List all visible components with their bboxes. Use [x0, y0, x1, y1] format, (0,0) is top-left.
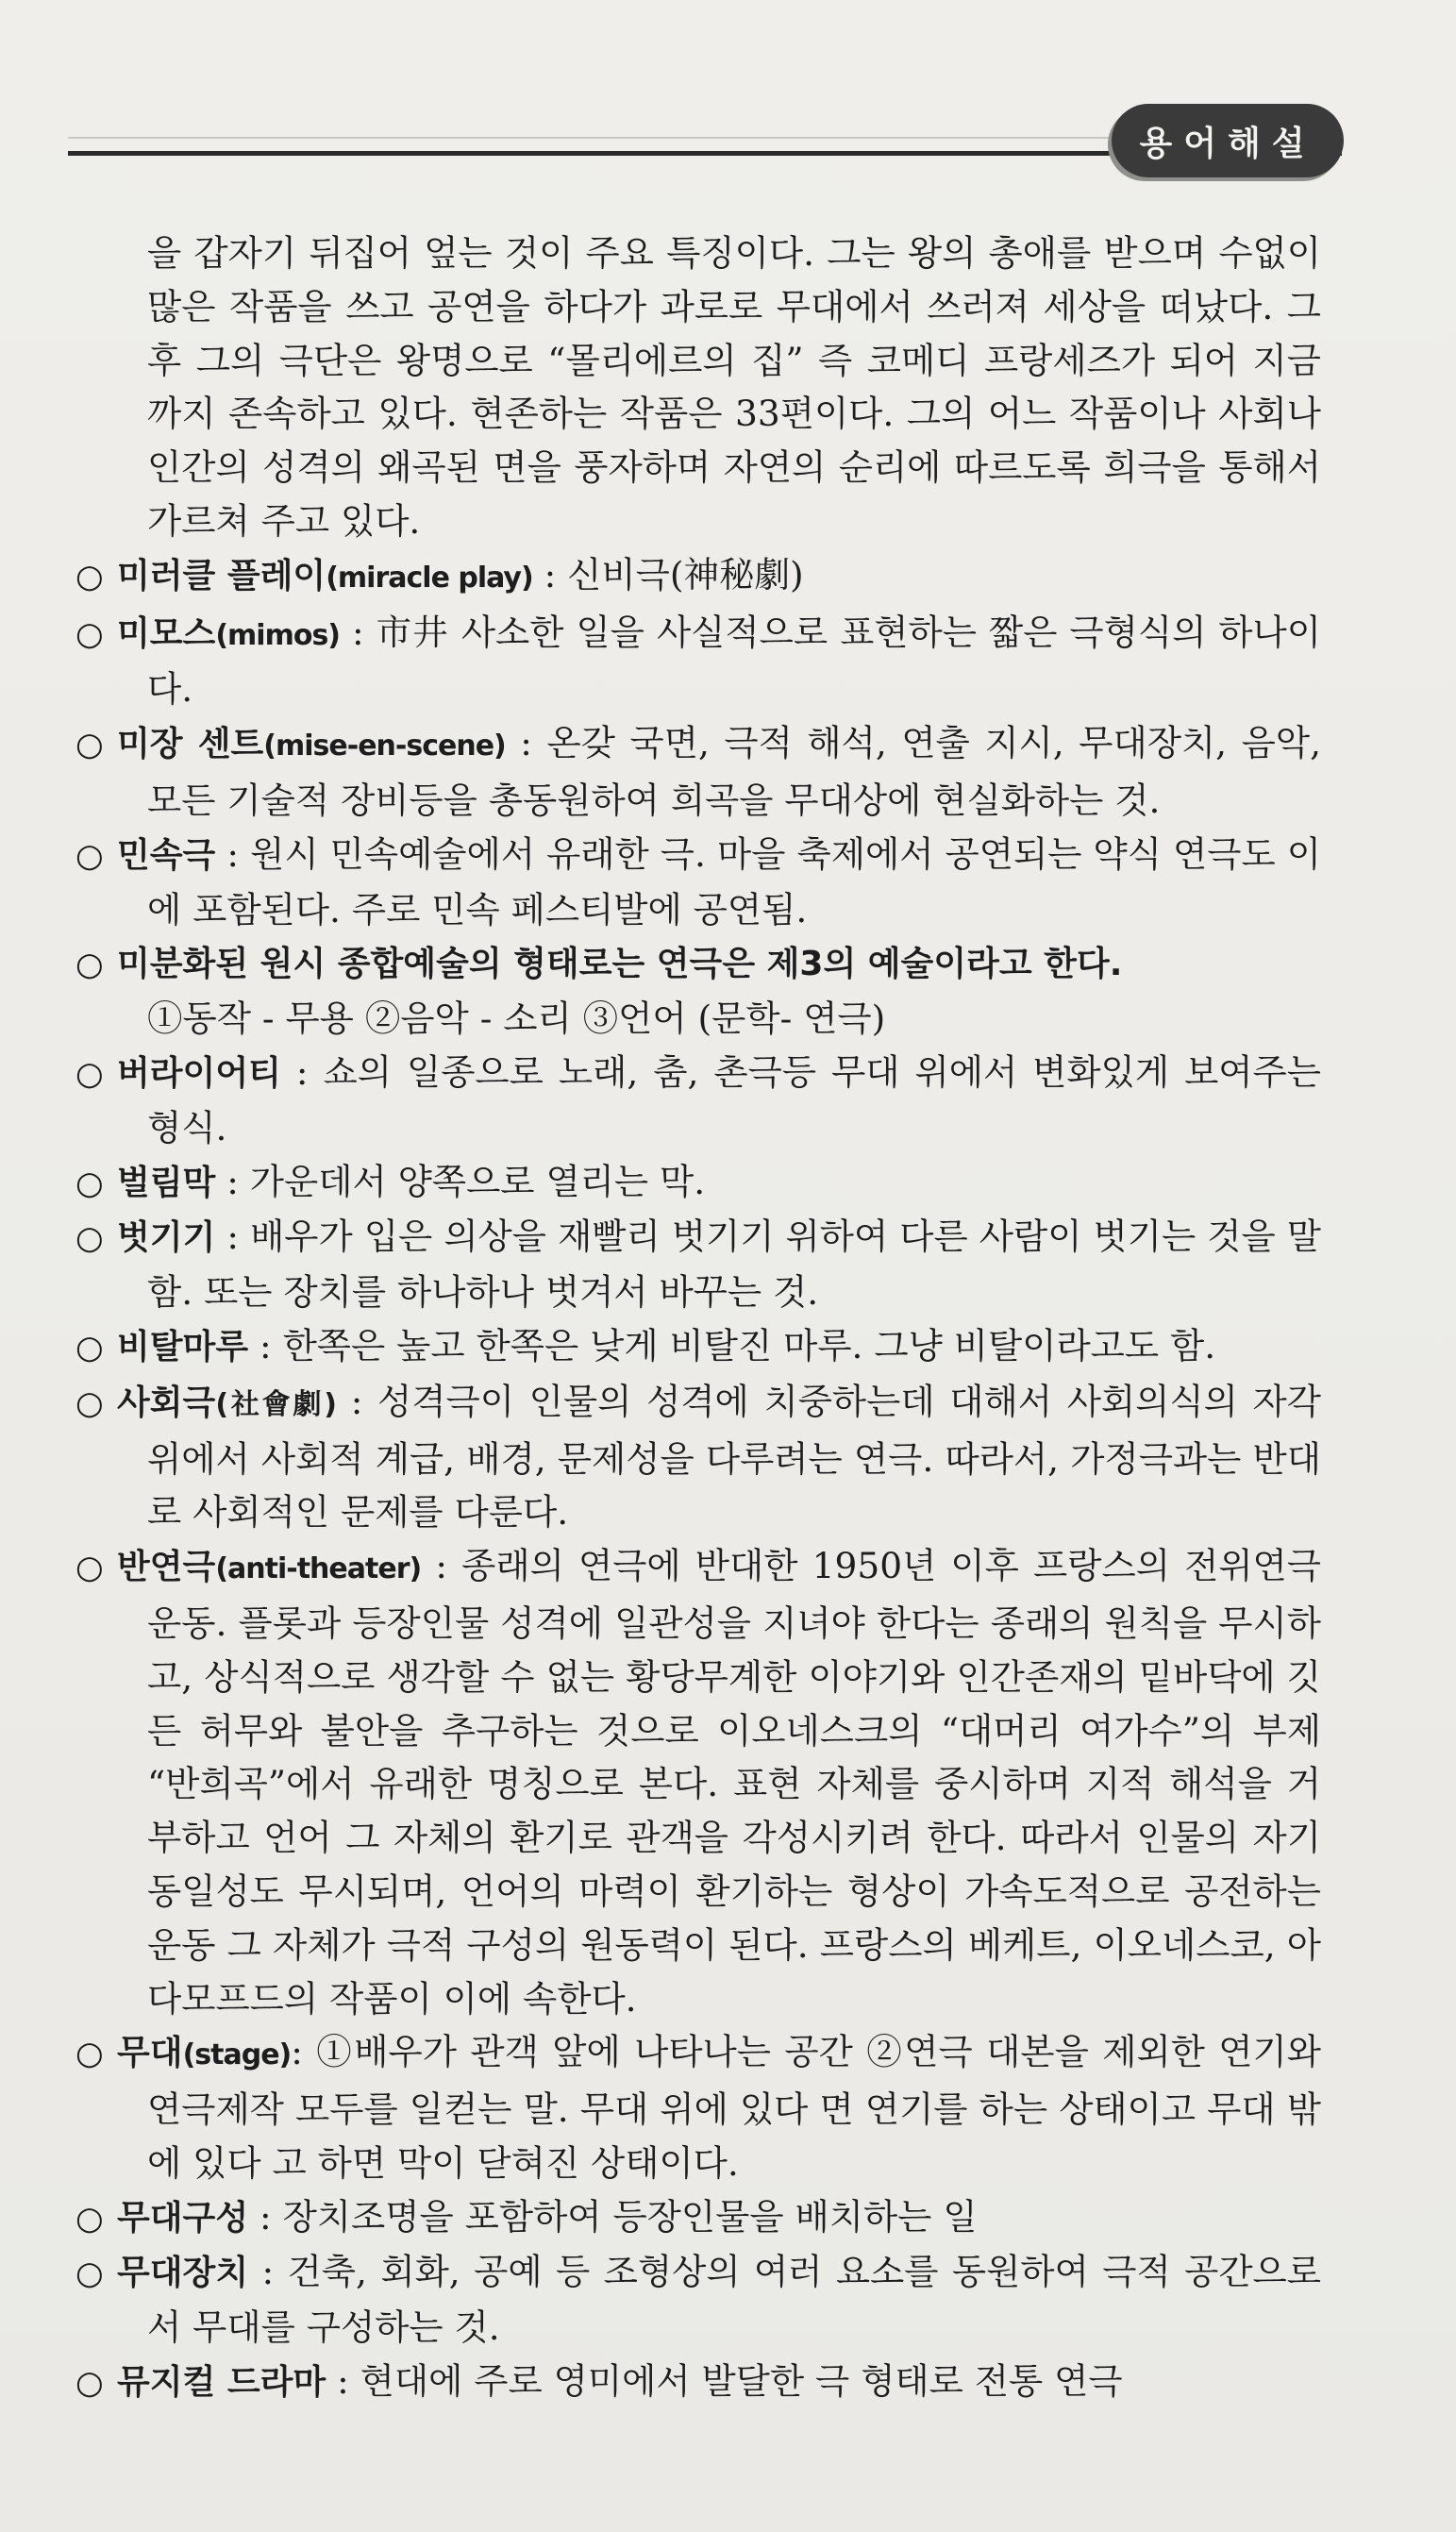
- glossary-content: [75, 226, 1321, 2410]
- bullet-icon: ○: [75, 1219, 104, 1258]
- entry-term: 반연극: [117, 1548, 216, 1587]
- bullet-icon: ○: [75, 2255, 104, 2293]
- entry-definition: : 성격극이 인물의 성격에 치중하는데 대해서 사회의식의 자각 위에서 사회적 계급, 배경, 문제성을 다루려는 연극. 따라서, 가정극과는 반대로 사회적인 문제를 다룬다.: [147, 1380, 1322, 1534]
- entry-term: 무대: [117, 2034, 183, 2073]
- glossary-entry: [75, 1539, 1321, 2025]
- glossary-entry: [75, 1046, 1321, 1155]
- entry-definition: : 온갖 국면, 극적 해석, 연출 지시, 무대장치, 음악, 모든 기술적 장비등을 총동원하여 희곡을 무대상에 현실화하는 것.: [147, 722, 1321, 821]
- bullet-icon: ○: [75, 1549, 104, 1587]
- entry-term: 사회극: [117, 1383, 216, 1422]
- entry-definition: : 市井 사소한 일을 사실적으로 표현하는 짧은 극형식의 하나이다.: [147, 611, 1321, 711]
- bullet-icon: ○: [75, 2199, 104, 2238]
- entry-term: 미모스: [117, 613, 216, 653]
- bullet-icon: ○: [75, 1164, 104, 1202]
- entry-term: 비탈마루: [117, 1327, 249, 1367]
- entry-definition: : 종래의 연극에 반대한 1950년 이후 프랑스의 전위연극운동. 플롯과 등장인물 성격에 일관성을 지녀야 한다는 종래의 원칙을 무시하고, 상식적으로 생각할 수 없는 황당무계한 이야기와 인간존재의 밑바닥에 깃든 허무와 불안을 추구하는 것으로 이오네스크의 “대머리 여가수”의 부제 “반희곡”에서 유래한 명칭으로 본다. 표현 자체를 중시하며 지적 해석을 거부하고 언어 그 자체의 환기로 관객을 각성시키려 한다. 따라서 인물의 자기동일성도 무시되며, 언어의 마력이 환기하는 형상이 가속도적으로 공전하는 운동 그 자체가 극적 구성의 원동력이 된다. 프랑스의 베케트, 이오네스코, 아다모프드의 작품이 이에 속한다.: [147, 1545, 1321, 2020]
- entry-term-paren: (anti-theater): [215, 1552, 422, 1586]
- glossary-entry: [75, 1375, 1321, 1539]
- glossary-entry: [75, 548, 1321, 606]
- entry-term: 미러클 플레이: [117, 556, 326, 595]
- entry-definition: : 가운데서 양쪽으로 열리는 막.: [215, 1160, 706, 1202]
- bullet-icon: ○: [75, 726, 104, 764]
- entry-term: 민속극: [117, 835, 216, 875]
- entry-term: 벗기기: [117, 1218, 216, 1258]
- section-tab-label: 용어해설: [1139, 124, 1316, 163]
- bullet-icon: ○: [75, 2035, 104, 2073]
- bullet-icon: ○: [75, 1383, 104, 1422]
- glossary-entry: [75, 1319, 1321, 1375]
- bullet-icon: ○: [75, 946, 104, 984]
- bullet-icon: ○: [75, 2364, 104, 2403]
- entry-term: 뮤지컬 드라마: [117, 2363, 326, 2403]
- entry-definition: : 건축, 회화, 공예 등 조형상의 여러 요소를 동원하여 극적 공간으로서 무대를 구성하는 것.: [147, 2251, 1321, 2349]
- entry-term: 미장 센트: [117, 725, 264, 764]
- glossary-entry: [75, 2245, 1321, 2355]
- section-tab: [1112, 104, 1344, 177]
- entry-definition: : 원시 민속예술에서 유래한 극. 마을 축제에서 공연되는 약식 연극도 이에 포함된다. 주로 민속 페스티발에 공연됨.: [147, 832, 1321, 931]
- entry-definition: : ①배우가 관객 앞에 나타나는 공간 ②연극 대본을 제외한 연기와 연극제작 모두를 일컫는 말. 무대 위에 있다 면 연기를 하는 상태이고 무대 밖에 있다 고 하면 막이 닫혀진 상태이다.: [147, 2031, 1321, 2184]
- glossary-entry: [75, 2355, 1321, 2410]
- glossary-entry: [75, 606, 1321, 717]
- entry-term-paren: (mise-en-scene): [263, 729, 506, 763]
- entry-term: 벌림막: [117, 1163, 216, 1202]
- entry-term: 미분화된 원시 종합예술의 형태로는 연극은 제3의 예술이라고 한다.: [117, 945, 1123, 984]
- glossary-entry: [75, 2025, 1321, 2189]
- entry-term: 버라이어티: [117, 1053, 281, 1093]
- glossary-entry: [75, 1210, 1321, 1319]
- intro-paragraph: 을 갑자기 뒤집어 엎는 것이 주요 특징이다. 그는 왕의 총애를 받으며 수없이 많은 작품을 쓰고 공연을 하다가 과로로 무대에서 쓰러져 세상을 떠났다. 그후 그의 극단은 왕명으로 “몰리에르의 집” 즉 코메디 프랑세즈가 되어 지금까지 존속하고 있다. 현존하는 작품은 33편이다. 그의 어느 작품이나 사회나 인간의 성격의 왜곡된 면을 풍자하며 자연의 순리에 따르도록 희극을 통해서 가르쳐 주고 있다.: [147, 232, 1321, 542]
- bullet-icon: ○: [75, 614, 104, 653]
- entry-term-paren: (mimos): [215, 618, 341, 652]
- entry-definition: : 배우가 입은 의상을 재빨리 벗기기 위하여 다른 사람이 벗기는 것을 말함. 또는 장치를 하나하나 벗겨서 바꾸는 것.: [147, 1216, 1321, 1314]
- entry-definition: : 현대에 주로 영미에서 발달한 극 형태로 전통 연극: [326, 2360, 1123, 2403]
- glossary-entry-heading: [75, 936, 1321, 992]
- entry-definition: : 신비극(神秘劇): [532, 553, 804, 595]
- entry-term-paren: (stage): [182, 2038, 292, 2072]
- art-form-list: ①동작 - 무용 ②음악 - 소리 ③언어 (문학- 연극): [147, 998, 886, 1040]
- entry-term: 무대구성: [117, 2198, 249, 2238]
- glossary-entry: [75, 828, 1321, 937]
- bullet-icon: ○: [75, 836, 104, 875]
- entry-term: 무대장치: [117, 2254, 249, 2293]
- bullet-icon: ○: [75, 1328, 104, 1367]
- glossary-entry: [75, 2190, 1321, 2246]
- entry-definition: : 쇼의 일종으로 노래, 춤, 촌극등 무대 위에서 변화있게 보여주는 형식.: [147, 1050, 1321, 1149]
- glossary-entry: [75, 716, 1321, 828]
- entry-definition: : 한쪽은 높고 한쪽은 낮게 비탈진 마루. 그냥 비탈이라고도 함.: [248, 1324, 1216, 1367]
- bullet-icon: ○: [75, 1054, 104, 1093]
- entry-term-paren: (miracle play): [326, 561, 533, 595]
- entry-term-paren: (社會劇): [215, 1387, 336, 1421]
- bullet-icon: ○: [75, 557, 104, 595]
- glossary-entry: [75, 1155, 1321, 1211]
- entry-definition: : 장치조명을 포함하여 등장인물을 배치하는 일: [248, 2195, 978, 2238]
